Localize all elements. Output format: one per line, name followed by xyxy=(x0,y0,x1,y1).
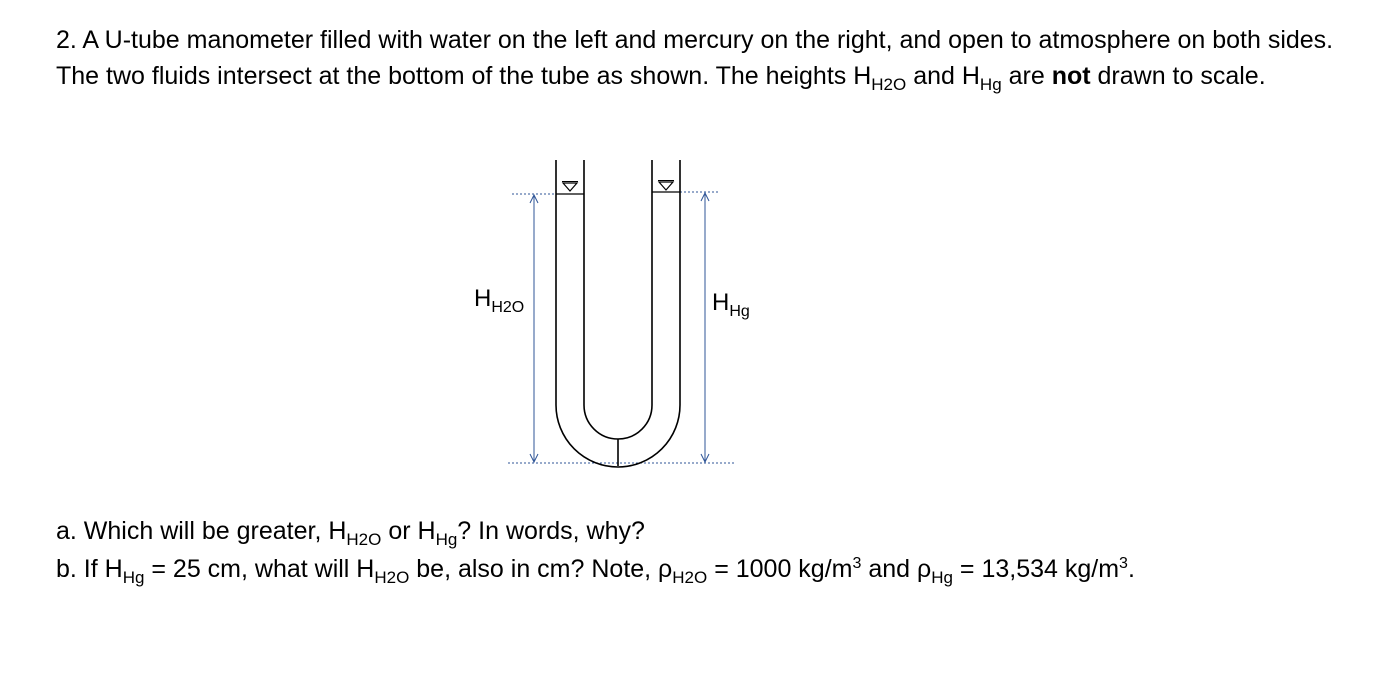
question-b: b. If $H_{Hg} = 25$ cm, what will $H_{H2O}$ be, also in cm? Note, $\rho_{H2O} = 1000$ $kg/m^3$ and $\rho_{Hg} = 13,534$ $kg/m^3$. xyxy=(56,555,1135,587)
mercury-surface-symbol xyxy=(659,182,673,190)
question-a: a. Which will be greater, $H_{H2O}$ or $H_{Hg}$? In words, why? xyxy=(56,517,645,549)
problem-text-3: are xyxy=(1001,62,1052,90)
h2o-height-label: $H_{H2O}$ xyxy=(474,285,525,316)
u-tube-outer-wall xyxy=(556,160,680,467)
subscript-h2o: H2O xyxy=(871,75,907,94)
emphasis-not: not xyxy=(1051,62,1091,90)
problem-text-2: and H xyxy=(906,62,980,90)
water-surface-symbol xyxy=(563,183,577,191)
hg-height-label: $H_{Hg}$ xyxy=(712,289,750,320)
subscript-hg: Hg xyxy=(979,75,1002,94)
problem-text-4: drawn to scale. xyxy=(1090,62,1266,90)
u-tube-inner-wall xyxy=(584,160,652,439)
questions xyxy=(56,512,1356,588)
problem-text-1: 2. A U-tube manometer filled with water on the left and mercury on the right, and open to atmosphere on both sides. The two fluids intersect at the bottom of the tube as shown. The heights H xyxy=(56,26,1334,90)
